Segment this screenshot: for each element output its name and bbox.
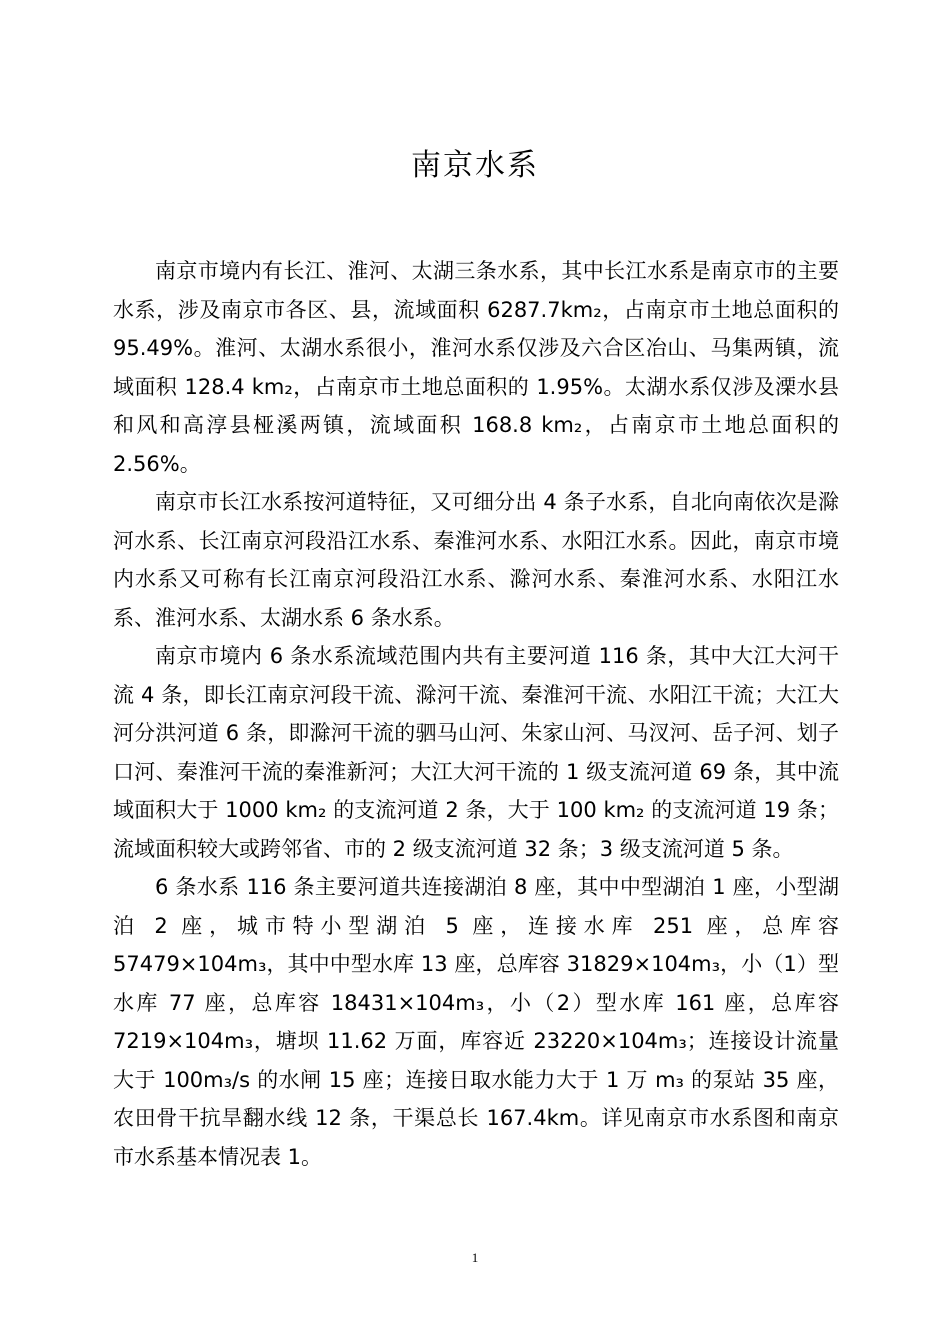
- paragraph-3: 南京市境内 6 条水系流域范围内共有主要河道 116 条，其中大江大河干流 4 条，即长江南京河段干流、滁河干流、秦淮河干流、水阳江干流；大江大河分洪河道 6 条，即滁河干流的驷马山河、朱家山河、马汊河、岳子河、划子口河、秦淮河干流的秦淮新河；大江大河干流的 1 级支流河道 69 条，其中流域面积大于 1000 km₂ 的支流河道 2 条，大于 100 km₂ 的支流河道 19 条；流域面积较大或跨邻省、市的 2 级支流河道 32 条；3 级支流河道 5 条。: [113, 644, 839, 861]
- paragraph-1: 南京市境内有长江、淮河、太湖三条水系，其中长江水系是南京市的主要水系，涉及南京市各区、县，流域面积 6287.7km₂，占南京市土地总面积的 95.49%。淮河、太湖水系很小，淮河水系仅涉及六合区冶山、马集两镇，流域面积 128.4 km₂，占南京市土地总面积的 1.95%。太湖水系仅涉及溧水县和风和高淳县桠溪两镇，流域面积 168.8 km₂，占南京市土地总面积的 2.56%。: [113, 259, 839, 476]
- page-title: 南京水系: [411, 148, 539, 183]
- paragraph-4: 6 条水系 116 条主要河道共连接湖泊 8 座，其中中型湖泊 1 座，小型湖泊 2 座，城市特小型湖泊 5 座，连接水库 251 座，总库容 57479×104m₃，其中中型水库 13 座，总库容 31829×104m₃，小（1）型水库 77 座，总库容 18431×104m₃，小（2）型水库 161 座，总库容 7219×104m₃，塘坝 11.62 万面，库容近 23220×104m₃；连接设计流量大于 100m₃/s 的水闸 15 座；连接日取水能力大于 1 万 m₃ 的泵站 35 座，农田骨干抗旱翻水线 12 条，干渠总长 167.4km。详见南京市水系图和南京市水系基本情况表 1。: [113, 875, 839, 1169]
- page-number: 1: [471, 1250, 479, 1265]
- document-body: [113, 252, 839, 1176]
- paragraph-2: 南京市长江水系按河道特征，又可细分出 4 条子水系，自北向南依次是滁河水系、长江南京河段沿江水系、秦淮河水系、水阳江水系。因此，南京市境内水系又可称有长江南京河段沿江水系、滁河水系、秦淮河水系、水阳江水系、淮河水系、太湖水系 6 条水系。: [113, 490, 839, 630]
